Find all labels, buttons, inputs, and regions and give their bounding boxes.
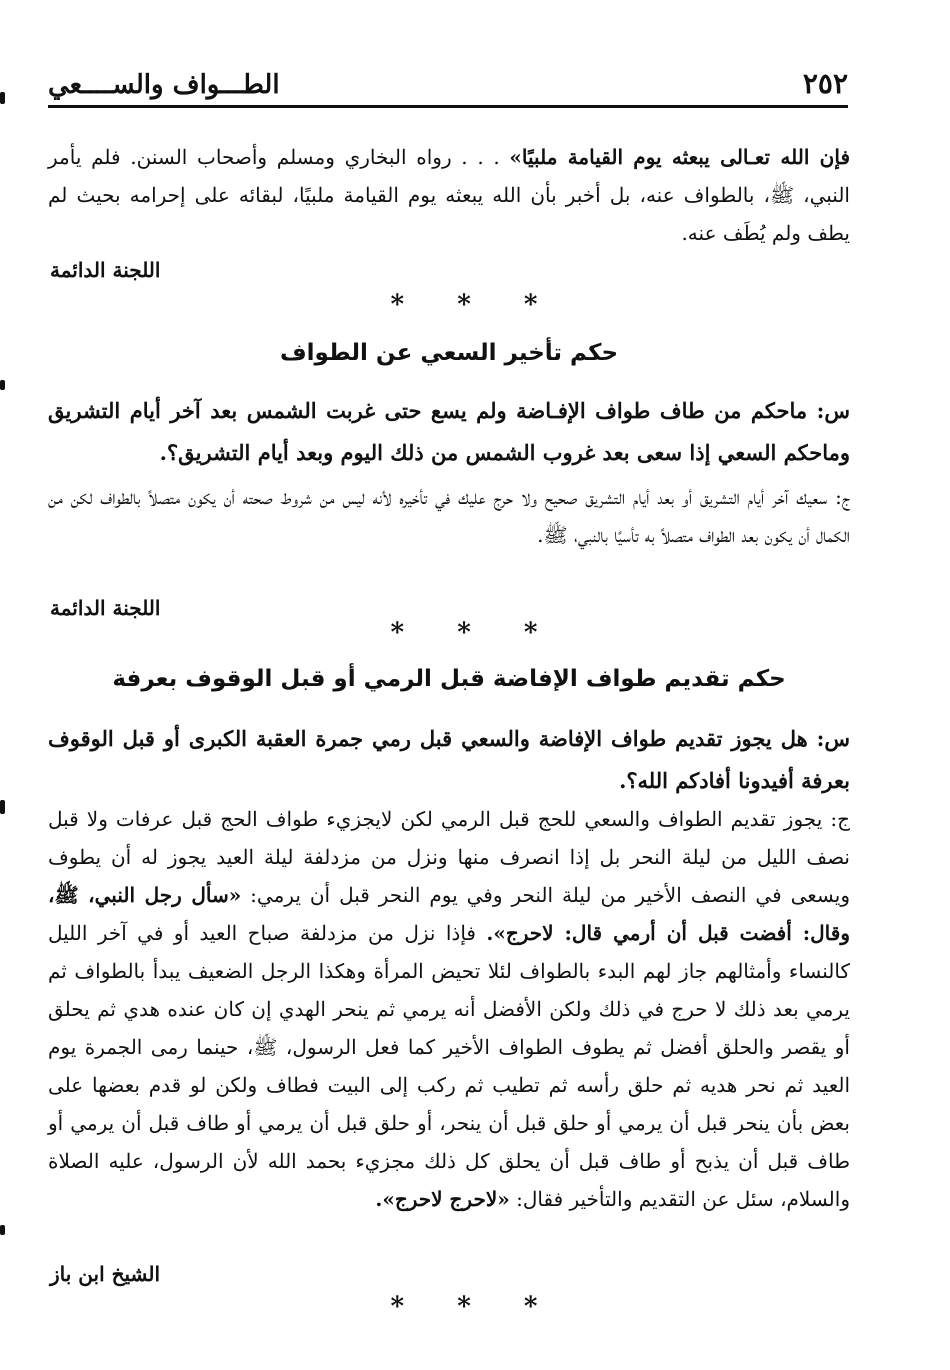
answer-text: فإذا نزل من مزدلفة صباح العيد أو في آخر الليل كالنساء وأمثالهم جاز لهم البدء بالطواف لئلا تحيض المرأة وهكذا الرجل الضعيف يبدأ بالطواف ثم يرمي بعد ذلك لا حرج في ذلك ولكن الأفضل أنه يرمي ثم ينحر الهدي إن كان عنده هدي ثم يحلق أو يقصر والحلق أفضل ثم يطوف الطواف الأخير كما فعل الرسول، ﷺ، حينما رمى الجمرة يوم العيد ثم نحر هديه ثم حلق رأسه ثم تطيب ثم ركب إلى البيت فطاف ولكن لو قدم بعضها على بعض بأن ينحر قبل أن يرمي أو حلق قبل أن ينحر، أو حلق قبل أن يرمي أو طاف قبل أن يرمي أو طاف قبل أن يذبح أو طاف قبل أن يحلق كل ذلك مجزيء بحمد الله لأن الرسول، عليه الصلاة والسلام، سئل عن التقديم والتأخير فقال:: [48, 921, 850, 1211]
answer-paragraph: [48, 800, 850, 1218]
scan-mark: [0, 800, 5, 814]
section-separator: * * *: [390, 1292, 560, 1322]
section-title: حكم تأخير السعي عن الطواف: [279, 340, 619, 366]
continued-text: فإن الله تعـالى يبعثه يوم القيامة ملبيًا» . . . رواه البخاري ومسلم وأصحاب السنن. فلم يأمر النبي، ﷺ، بالطواف عنه، بل أخبر بأن الله يبعثه يوم القيامة ملبيًا، لبقائه على إحرامه بحيث لم يطف ولم يُطَف عنه.: [48, 145, 850, 245]
section-title: حكم تقديم طواف الإفاضة قبل الرمي أو قبل الوقوف بعرفة: [112, 666, 786, 692]
hadith-quote: «لاحرج لاحرج».: [375, 1187, 510, 1211]
scan-mark: [0, 1225, 5, 1235]
question-paragraph: س: ماحكم من طاف طواف الإفـاضة ولم يسع حتى غربت الشمس بعد آخر أيام التشريق وماحكم السعي إذا سعى بعد غروب الشمس من ذلك اليوم وبعد أيام التشريق؟.: [48, 398, 850, 465]
question-paragraph: س: هل يجوز تقديم طواف الإفاضة والسعي قبل رمي جمرة العقبة الكبرى أو قبل الوقوف بعرفة أفيدونا أفادكم الله؟.: [48, 726, 850, 793]
answer-paragraph: ج: سعيك آخر أيام التشريق أو بعد أيام التشريق صحيح ولا حرج عليك في تأخيره لأنه ليس من شروط صحته أن يكون متصلاً بالطواف لكن من الكمال أن يكون بعد الطواف متصلاً به تأسيًا بالنبي، ﷺ.: [48, 485, 850, 547]
running-title: الطـــواف والســــعي: [48, 70, 280, 100]
section-separator: * * *: [390, 290, 560, 320]
scan-mark: [0, 92, 5, 104]
section-separator: * * *: [390, 618, 560, 648]
page-header: [48, 66, 848, 100]
scan-mark: [0, 380, 5, 390]
answer-text: ج: يجوز تقديم الطواف والسعي للحج قبل الرمي لكن لايجزيء طواف الحج قبل عرفات ولا قبل نصف الليل من ليلة النحر بل إذا انصرف منها ونزل من مزدلفة ليلة العيد يجوز له أن يطوف ويسعى في النصف الأخير من ليلة النحر وفي يوم النحر قبل أن يرمي:: [48, 807, 850, 907]
signature-sheikh: الشيخ ابن باز: [50, 1262, 161, 1286]
hadith-quote: فإن الله تعـالى يبعثه يوم القيامة ملبيًا»: [509, 145, 850, 169]
signature-committee: اللجنة الدائمة: [50, 596, 161, 620]
hadith-quote: «سأل رجل النبي، ﷺ، وقال: أفضت قبل أن أرمي قال: لاحرج».: [48, 883, 850, 945]
continued-paragraph: [48, 138, 850, 252]
signature-committee: اللجنة الدائمة: [50, 258, 161, 282]
page-number: ٢٥٢: [802, 67, 848, 100]
header-rule: [48, 105, 848, 108]
